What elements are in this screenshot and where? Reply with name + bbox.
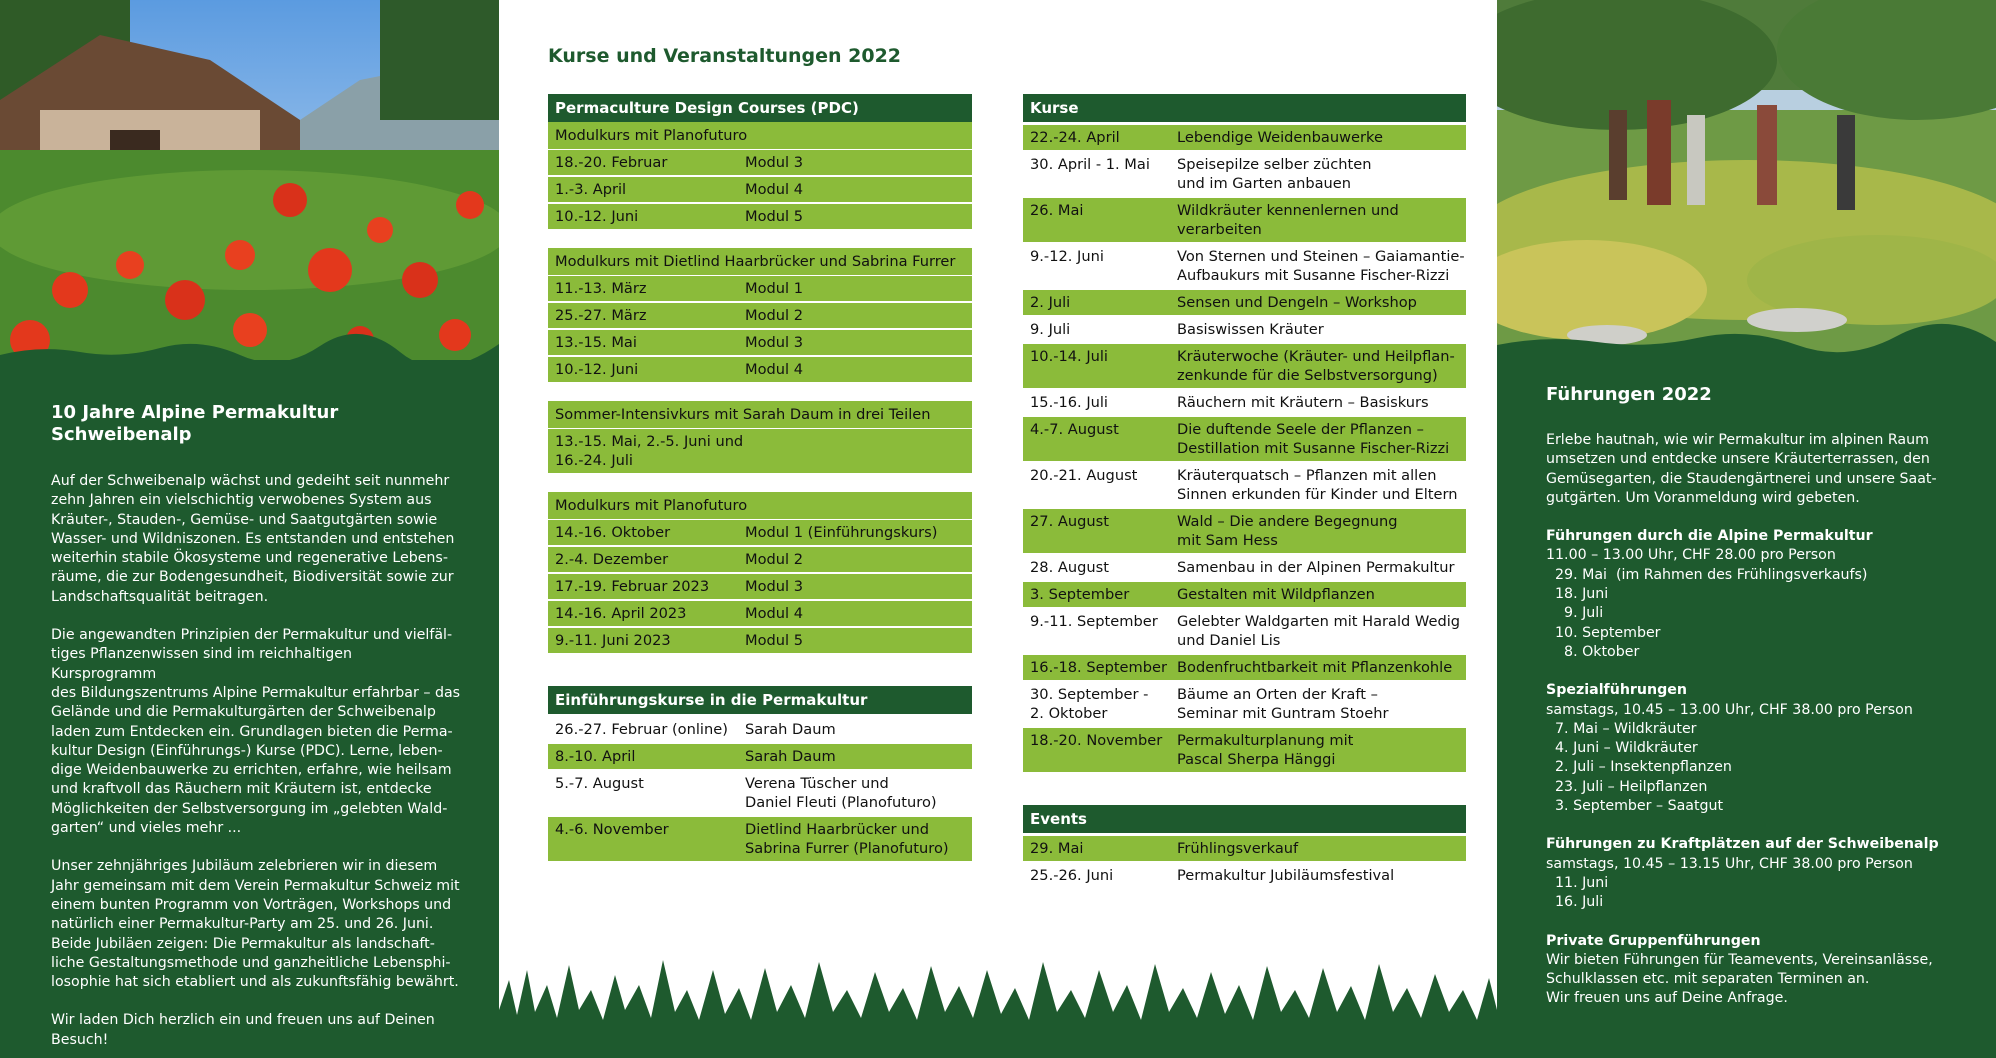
- schedule-row: [548, 601, 972, 628]
- schedule-row: [1023, 555, 1466, 582]
- row-title: Kräuterwoche (Kräuter- und Heilpflan- zenkunde für die Selbstversorgung): [1177, 348, 1455, 384]
- row-title: Basiswissen Kräuter: [1177, 321, 1324, 338]
- row-date: 11.-13. März: [555, 280, 647, 297]
- garden-group-photo: [1497, 0, 1996, 360]
- tour-section-title: Private Gruppenführungen: [1546, 932, 1761, 949]
- schedule-row: [548, 771, 972, 817]
- schedule-row: [548, 817, 972, 863]
- left-paragraph: Die angewandten Prinzipien der Permakultur und vielfäl- tiges Pflanzenwissen sind im reichhaltigen Kursprogramm des Bildungszentrums Alpine Permakultur erfahrbar – das Gelände und die Permakulturgärten der Schweibenalp laden zum Entdecken ein. Grundlagen bieten die Perma- kultur Design (Einführungs-) Kurse (PDC). Lerne, leben- dige Weidenbauwerke zu errichten, erfahre, wie heilsam und kraftvoll das Räuchern mit Kräutern ist, entdecke Möglichkeiten der Selbstversorgung im „gelebten Wald- garten“ und vieles mehr ...: [51, 627, 461, 837]
- tour-line: 7. Mai – Wildkräuter: [1546, 720, 1697, 737]
- pdc-blocks: [548, 122, 972, 655]
- pdc-block: [548, 122, 972, 231]
- row-title: Modul 5: [745, 632, 804, 649]
- schedule-row: [548, 177, 972, 204]
- row-title: Gelebter Waldgarten mit Harald Wedig und Daniel Lis: [1177, 613, 1461, 649]
- row-date: 14.-16. Oktober: [555, 524, 671, 541]
- schedule-row: [548, 547, 972, 574]
- row-title: Wildkräuter kennenlernen und verarbeiten: [1177, 202, 1399, 238]
- intro-rows: [548, 717, 972, 863]
- pdc-block: [548, 401, 972, 475]
- column-left: [548, 94, 972, 880]
- schedule-row: [548, 574, 972, 601]
- schedule-row: [548, 330, 972, 357]
- schedule-row: [1023, 244, 1466, 290]
- left-paragraph: Auf der Schweibenalp wächst und gedeiht seit nunmehr zehn Jahren ein vielschichtig verwobenes System aus Kräuter-, Stauden-, Gemüse- und Saatgutgärten sowie Wasser- und Wildniszonen. Es entstanden und entstehen weiterhin stabile Ökosysteme und regenerative Lebens- räume, die zur Bodengesundheit, Biodiversität sowie zur Landschaftsqualität beitragen.: [51, 473, 455, 605]
- schedule-row: [548, 357, 972, 384]
- row-title: Die duftende Seele der Pflanzen – Destillation mit Susanne Fischer-Rizzi: [1177, 421, 1450, 457]
- row-date: 9.-12. Juni: [1030, 248, 1104, 265]
- tour-line: 9. Juli: [1546, 605, 1604, 622]
- schedule-row: [1023, 390, 1466, 417]
- row-title: Sarah Daum: [745, 748, 836, 765]
- schedule-row: [1023, 198, 1466, 244]
- schedule-row: [548, 429, 972, 475]
- right-panel: [1497, 0, 1996, 1058]
- row-date: 17.-19. Februar 2023: [555, 578, 710, 595]
- tour-line: Schulklassen etc. mit separaten Terminen an.: [1546, 971, 1870, 988]
- row-date: 4.-7. August: [1030, 421, 1119, 438]
- left-heading: 10 Jahre Alpine Permakultur Schweibenalp: [51, 402, 339, 445]
- row-date: 8.-10. April: [555, 748, 636, 765]
- row-date: 9. Juli: [1030, 321, 1071, 338]
- row-date: 26. Mai: [1030, 202, 1084, 219]
- right-heading: Führungen 2022: [1546, 384, 1712, 405]
- row-date: 2.-4. Dezember: [555, 551, 669, 568]
- row-title: Modul 5: [745, 208, 804, 225]
- row-title: Sarah Daum: [745, 721, 836, 738]
- left-paragraph: Wir laden Dich herzlich ein und freuen uns auf Deinen Besuch!: [51, 1012, 435, 1048]
- tour-line: 11.00 – 13.00 Uhr, CHF 28.00 pro Person: [1546, 547, 1836, 564]
- schedule-row: [1023, 509, 1466, 555]
- row-date: 14.-16. April 2023: [555, 605, 687, 622]
- schedule-row: [548, 303, 972, 330]
- pdc-block-title: Modulkurs mit Planofuturo: [548, 492, 972, 520]
- schedule-row: [1023, 609, 1466, 655]
- row-title: Wald – Die andere Begegnung mit Sam Hess: [1177, 513, 1398, 549]
- row-date: 27. August: [1030, 513, 1109, 530]
- row-date: 4.-6. November: [555, 821, 669, 838]
- schedule-row: [548, 717, 972, 744]
- row-date: 10.-14. Juli: [1030, 348, 1108, 365]
- tour-line: samstags, 10.45 – 13.15 Uhr, CHF 38.00 pro Person: [1546, 855, 1913, 872]
- schedule-row: [548, 204, 972, 231]
- left-paragraph: Unser zehnjähriges Jubiläum zelebrieren wir in diesem Jahr gemeinsam mit dem Verein Permakultur Schweiz mit einem bunten Programm von Vorträgen, Workshops und natürlich einer Permakultur-Party am 25. und 26. Juni. Beide Jubiläen zeigen: Die Permakultur als landschaft- liche Gestaltungsmethode und ganzheitliche Lebensphi- losophie hat sich etabliert und als zukunftsfähig bewährt.: [51, 858, 460, 991]
- schedule-row: [1023, 290, 1466, 317]
- row-title: Modul 3: [745, 578, 804, 595]
- tour-sections: [1546, 527, 1966, 1009]
- row-date: 13.-15. Mai: [555, 334, 637, 351]
- tour-line: Wir bieten Führungen für Teamevents, Vereinsanlässe,: [1546, 951, 1933, 968]
- row-title: Modul 4: [745, 181, 804, 198]
- middle-panel: [499, 0, 1497, 1058]
- schedule-row: [548, 520, 972, 547]
- tour-section-title: Führungen zu Kraftplätzen auf der Schweibenalp: [1546, 836, 1939, 853]
- row-title: Permakultur Jubiläumsfestival: [1177, 867, 1395, 884]
- tour-line: 4. Juni – Wildkräuter: [1546, 740, 1698, 757]
- tour-section: [1546, 527, 1966, 662]
- row-title: Bodenfruchtbarkeit mit Pflanzenkohle: [1177, 659, 1453, 676]
- row-title: Gestalten mit Wildpflanzen: [1177, 586, 1375, 603]
- row-title: Von Sternen und Steinen – Gaiamantie- Aufbaukurs mit Susanne Fischer-Rizzi: [1177, 248, 1465, 284]
- row-date: 13.-15. Mai, 2.-5. Juni und 16.-24. Juli: [555, 433, 744, 469]
- tour-line: 16. Juli: [1546, 894, 1604, 911]
- row-title: Modul 2: [745, 307, 804, 324]
- row-date: 3. September: [1030, 586, 1130, 603]
- grass-silhouette: [499, 940, 1497, 1058]
- tour-line: 2. Juli – Insektenpflanzen: [1546, 759, 1732, 776]
- left-panel: [0, 0, 499, 1058]
- row-title: Modul 3: [745, 334, 804, 351]
- row-title: Modul 1 (Einführungskurs): [745, 524, 938, 541]
- row-date: 30. April - 1. Mai: [1030, 156, 1150, 173]
- column-right: [1023, 94, 1466, 907]
- schedule-row: [1023, 728, 1466, 774]
- tour-line: 18. Juni: [1546, 586, 1609, 603]
- row-title: Kräuterquatsch – Pflanzen mit allen Sinnen erkunden für Kinder und Eltern: [1177, 467, 1458, 503]
- row-date: 5.-7. August: [555, 775, 644, 792]
- row-date: 1.-3. April: [555, 181, 627, 198]
- tour-section: [1546, 932, 1966, 1009]
- schedule-row: [1023, 582, 1466, 609]
- schedule-row: [1023, 836, 1466, 863]
- tour-line: 3. September – Saatgut: [1546, 798, 1724, 815]
- row-title: Bäume an Orten der Kraft – Seminar mit Guntram Stoehr: [1177, 686, 1389, 722]
- tour-line: 29. Mai (im Rahmen des Frühlingsverkaufs): [1546, 566, 1868, 583]
- events-header: Events: [1023, 805, 1466, 833]
- schedule-row: [1023, 655, 1466, 682]
- schedule-row: [1023, 344, 1466, 390]
- pdc-block: [548, 248, 972, 384]
- row-title: Lebendige Weidenbauwerke: [1177, 129, 1383, 146]
- kurse-header: Kurse: [1023, 94, 1466, 122]
- schedule-row: [1023, 125, 1466, 152]
- chalet-poppy-photo: [0, 0, 499, 360]
- row-title: Modul 3: [745, 154, 804, 171]
- row-title: Sensen und Dengeln – Workshop: [1177, 294, 1417, 311]
- pdc-block: [548, 492, 972, 655]
- tour-line: samstags, 10.45 – 13.00 Uhr, CHF 38.00 pro Person: [1546, 701, 1913, 718]
- tour-section: [1546, 681, 1966, 816]
- row-title: Dietlind Haarbrücker und Sabrina Furrer (Planofuturo): [745, 821, 949, 857]
- tour-section-title: Spezialführungen: [1546, 682, 1688, 699]
- tour-section: [1546, 835, 1966, 912]
- row-date: 2. Juli: [1030, 294, 1071, 311]
- tour-line: 23. Juli – Heilpflanzen: [1546, 778, 1708, 795]
- row-date: 26.-27. Februar (online): [555, 721, 728, 738]
- row-date: 22.-24. April: [1030, 129, 1120, 146]
- row-title: Modul 4: [745, 361, 804, 378]
- row-date: 16.-18. September: [1030, 659, 1167, 676]
- row-title: Modul 1: [745, 280, 804, 297]
- schedule-row: [548, 744, 972, 771]
- row-date: 15.-16. Juli: [1030, 394, 1108, 411]
- row-date: 20.-21. August: [1030, 467, 1138, 484]
- row-date: 10.-12. Juni: [555, 361, 639, 378]
- row-date: 25.-27. März: [555, 307, 647, 324]
- row-date: 18.-20. Februar: [555, 154, 668, 171]
- tour-line: 10. September: [1546, 624, 1661, 641]
- row-date: 30. September - 2. Oktober: [1030, 686, 1149, 722]
- intro-header: Einführungskurse in die Permakultur: [548, 686, 972, 714]
- schedule-row: [548, 276, 972, 303]
- schedule-row: [1023, 463, 1466, 509]
- tour-line: 11. Juni: [1546, 874, 1609, 891]
- schedule-row: [548, 628, 972, 655]
- schedule-row: [1023, 863, 1466, 890]
- pdc-block-title: Sommer-Intensivkurs mit Sarah Daum in drei Teilen: [548, 401, 972, 429]
- row-title: Modul 4: [745, 605, 804, 622]
- events-rows: [1023, 836, 1466, 890]
- row-title: Frühlingsverkauf: [1177, 840, 1299, 857]
- schedule-row: [548, 150, 972, 177]
- pdc-header: Permaculture Design Courses (PDC): [548, 94, 972, 122]
- row-date: 9.-11. Juni 2023: [555, 632, 671, 649]
- tour-line: 8. Oktober: [1546, 643, 1640, 660]
- row-title: [745, 432, 972, 470]
- row-date: 18.-20. November: [1030, 732, 1163, 749]
- row-date: 29. Mai: [1030, 840, 1084, 857]
- schedule-row: [1023, 682, 1466, 728]
- kurse-rows: [1023, 125, 1466, 774]
- schedule-row: [1023, 317, 1466, 344]
- tour-line: Wir freuen uns auf Deine Anfrage.: [1546, 990, 1788, 1007]
- row-title: Verena Tüscher und Daniel Fleuti (Planofuturo): [745, 775, 937, 811]
- row-title: Speisepilze selber züchten und im Garten anbauen: [1177, 156, 1372, 192]
- row-date: 10.-12. Juni: [555, 208, 639, 225]
- row-date: 28. August: [1030, 559, 1109, 576]
- pdc-block-title: Modulkurs mit Dietlind Haarbrücker und Sabrina Furrer: [548, 248, 972, 276]
- page-title: Kurse und Veranstaltungen 2022: [548, 45, 902, 67]
- tour-section-title: Führungen durch die Alpine Permakultur: [1546, 528, 1873, 545]
- row-title: Modul 2: [745, 551, 804, 568]
- pdc-block-title: Modulkurs mit Planofuturo: [548, 122, 972, 150]
- row-title: Permakulturplanung mit Pascal Sherpa Hänggi: [1177, 732, 1354, 768]
- schedule-row: [1023, 152, 1466, 198]
- schedule-row: [1023, 417, 1466, 463]
- row-title: Samenbau in der Alpinen Permakultur: [1177, 559, 1455, 576]
- row-date: 25.-26. Juni: [1030, 867, 1114, 884]
- row-date: 9.-11. September: [1030, 613, 1158, 630]
- right-intro: Erlebe hautnah, wie wir Permakultur im alpinen Raum umsetzen und entdecke unsere Kräuterterrassen, den Gemüsegarten, die Staudengärtnerei und unsere Saat- gutgärten. Um Voranmeldung wird gebeten.: [1546, 432, 1937, 506]
- row-title: Räuchern mit Kräutern – Basiskurs: [1177, 394, 1429, 411]
